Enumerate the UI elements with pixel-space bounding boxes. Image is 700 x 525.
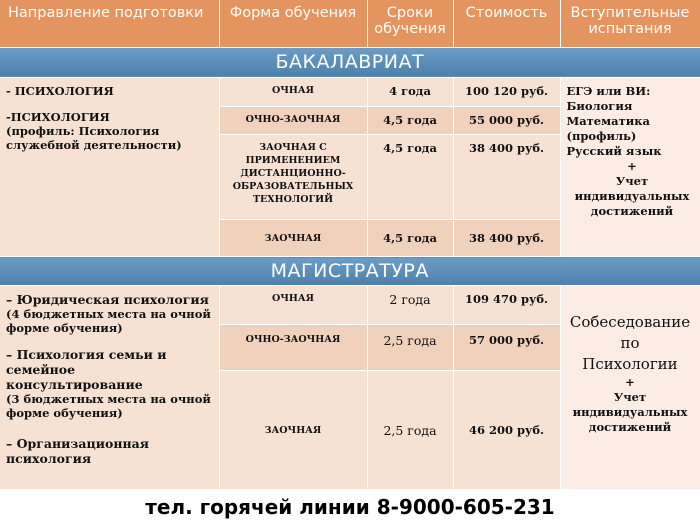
master-title: МАГИСТРАТУРА [0,257,700,286]
master-exams [560,286,700,490]
exam-line: достижений [590,204,674,219]
exam-plus: + [627,159,637,174]
exam-line: по [620,334,640,353]
header-direction: Направление подготовки [0,0,219,47]
study-form: ЗАОЧНАЯ [219,220,367,257]
table-header-row [0,0,700,47]
direction-item: – Организационная психология [6,436,149,467]
direction-item: – Психология семьи и семейное консультирование [6,347,167,393]
direction-note: (3 бюджетных места на очной форме обучения) [6,392,211,421]
exam-line: Собеседование [569,313,691,332]
exam-line: индивидуальных [572,405,688,420]
header-form: Форма обучения [219,0,367,47]
direction-item: – Юридическая психология [6,292,209,308]
exam-line: Психологии [582,355,678,374]
study-cost: 55 000 руб. [453,107,560,135]
bachelor-title: БАКАЛАВРИАТ [0,47,700,77]
header-cost: Стоимость [453,0,560,47]
study-duration: 2 года [367,286,453,324]
master-directions [0,286,219,490]
exam-line: индивидуальных [574,189,690,204]
exam-line: Математика [566,114,650,129]
hotline-phone: тел. горячей линии 8-9000-605-231 [0,490,700,525]
study-form: ОЧНО-ЗАОЧНАЯ [219,107,367,135]
study-form: ОЧНАЯ [219,286,367,324]
direction-note: (4 бюджетных места на очной форме обучения) [6,307,211,336]
direction-item: - ПСИХОЛОГИЯ [6,84,114,99]
study-form: ЗАОЧНАЯ [219,371,367,490]
exam-line: ЕГЭ или ВИ: [566,84,651,99]
study-duration: 4,5 года [367,107,453,135]
study-cost: 57 000 руб. [453,324,560,370]
section-band-master [0,257,700,286]
study-duration: 2,5 года [367,324,453,370]
study-cost: 46 200 руб. [453,371,560,490]
header-duration: Сроки обучения [367,0,453,47]
study-cost: 38 400 руб. [453,220,560,257]
exam-line: Русский язык [566,144,662,159]
table-row [0,286,700,324]
direction-profile: (профиль: Психология служебной деятельности) [6,124,182,153]
bachelor-directions [0,78,219,257]
exam-plus: + [625,375,635,390]
study-form: ЗАОЧНАЯ С ПРИМЕНЕНИЕМ ДИСТАНЦИОННО- ОБРАЗОВАТЕЛЬНЫХ ТЕХНОЛОГИЙ [219,135,367,220]
study-cost: 109 470 руб. [453,286,560,324]
header-exams: Вступительные испытания [560,0,700,47]
section-band-bachelor [0,47,700,77]
study-cost: 100 120 руб. [453,78,560,107]
study-duration: 4,5 года [367,135,453,220]
bachelor-exams [560,78,700,257]
study-duration: 2,5 года [367,371,453,490]
exam-line: Учет [615,174,649,189]
study-duration: 4,5 года [367,220,453,257]
exam-line: Биология [566,99,633,114]
study-cost: 38 400 руб. [453,135,560,220]
study-form: ОЧНО-ЗАОЧНАЯ [219,324,367,370]
exam-line: достижений [588,420,672,435]
table-row [0,78,700,107]
study-duration: 4 года [367,78,453,107]
exam-line: (профиль) [566,129,637,144]
study-form: ОЧНАЯ [219,78,367,107]
direction-item: -ПСИХОЛОГИЯ [6,110,110,125]
exam-line: Учет [613,390,647,405]
